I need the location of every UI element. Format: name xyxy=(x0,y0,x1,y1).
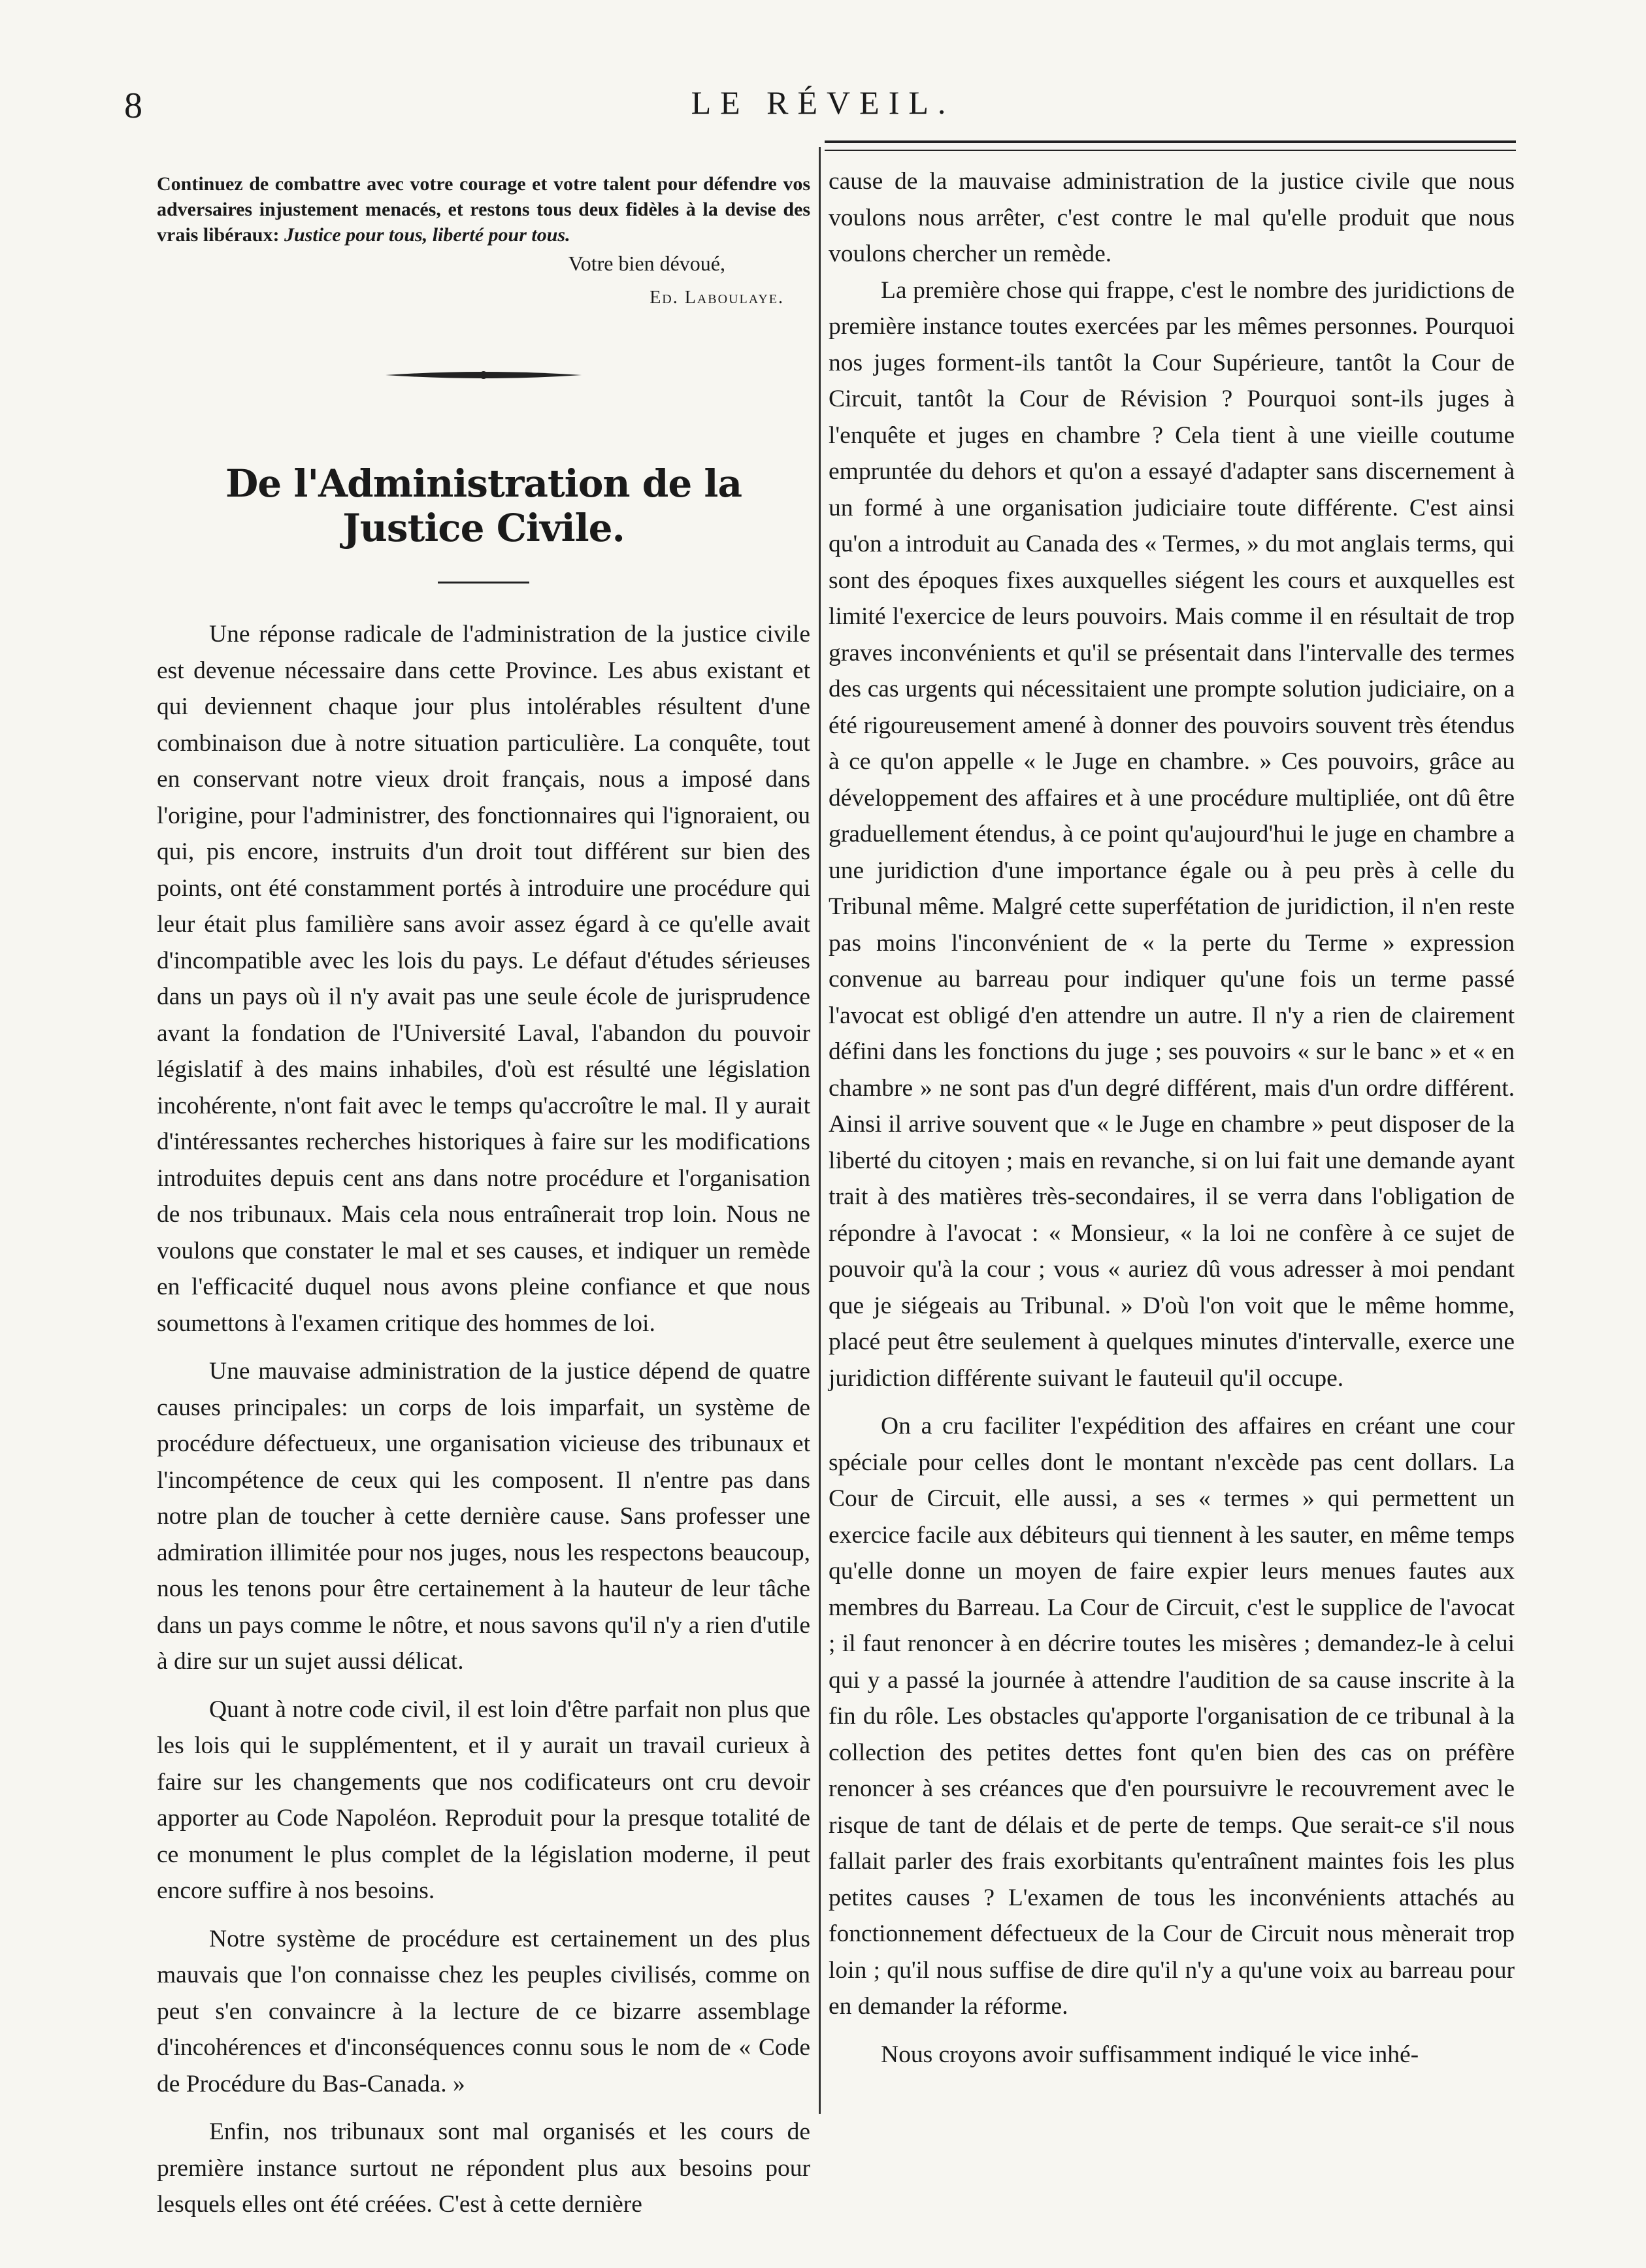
header-double-rule xyxy=(825,140,1516,151)
article-paragraph: Enfin, nos tribunaux sont mal organisés et les cours de première instance surtout ne répondent plus aux besoins pour lesquels elles ont été créées. C'est à cette dernière xyxy=(157,2118,810,2218)
article-headline: De l'Administration de la Justice Civile. xyxy=(225,461,742,550)
article-paragraph: Une réponse radicale de l'administration de la justice civile est devenue nécessaire dans cette Province. Les abus existant et qui deviennent chaque jour plus intolérables résultent d'une combinaison due à notre situation particulière. La conquête, tout en conservant notre vieux droit français, nous a imposé dans l'origine, pour l'administrer, des fonctionnaires qui l'ignoraient, ou qui, pis encore, instruits d'un droit tout différent sur bien des points, ont été constamment portés à introduire une procédure qui leur était plus familière sans avoir assez égard à ce qu'elle avait d'incompatible avec les lois du pays. Le défaut d'études sérieuses dans un pays où il n'y avait pas une seule école de jurisprudence avant la fondation de l'Université Laval, l'abandon du pouvoir législatif à des mains inhabiles, d'où est résulté une législation incohérente, n'ont fait avec le temps qu'accroître le mal. Il y aurait d'intéressantes recherches historiques à faire sur les modifications introduites depuis cent ans dans notre procédure et l'organisation de nos tribunaux. Mais cela nous entraînerait trop loin. Nous ne voulons que constater le mal et ses causes, et indiquer un remède en l'efficacité duquel nous avons pleine confiance et que nous soumettons à l'examen critique des hommes de loi. xyxy=(157,621,810,1337)
article-paragraph: On a cru faciliter l'expédition des affaires en créant une cour spéciale pour celles dont le montant n'excède pas cent dollars. La Cour de Circuit, elle aussi, a ses « termes » qui permettent un exercice facile aux débiteurs qui tiennent à les sauter, en même temps qu'elle donne un moyen de faire expier leurs menues fautes aux membres du Barreau. La Cour de Circuit, c'est le supplice de l'avocat ; il faut renoncer à en décrire toutes les misères ; demandez-le à celui qui y a passé la journée à attendre l'audition de sa cause inscrite à la fin du rôle. Les obstacles qu'apporte l'organisation de ce tribunal à la collection des petites dettes font qu'en bien des cas on préfère renoncer à ses créances que d'en poursuivre le recouvrement avec le risque de tant de délais et de perte de temps. Que serait-ce s'il nous fallait parler des frais exorbitants qu'entraînent maintes fois les plus petites causes ? L'examen de tous les inconvénients attachés au fonctionnement défectueux de la Cour de Circuit nous mènerait trop loin ; qu'il nous suffise de dire qu'il n'y a qu'une voix au barreau pour en demander la réforme. xyxy=(829,1413,1515,2020)
letter-salutation: Votre bien dévoué, xyxy=(568,252,725,275)
column-divider xyxy=(819,147,821,2114)
article-paragraph: Quant à notre code civil, il est loin d'être parfait non plus que les lois qui le supplémentent, et il y aurait un travail curieux à faire sur les changements que nos codificateurs ont cru devoir apporter au Code Napoléon. Reproduit pour la presque totalité de ce monument le plus complet de la législation moderne, il peut encore suffire à nos besoins. xyxy=(157,1696,810,1904)
right-column xyxy=(829,163,1515,2073)
letter-motto: Justice pour tous, liberté pour tous. xyxy=(284,224,570,246)
headline-rule xyxy=(438,582,529,583)
left-column xyxy=(157,171,810,2223)
letter-signature: Ed. Laboulaye. xyxy=(650,288,784,308)
article-paragraph: Une mauvaise administration de la justice dépend de quatre causes principales: un corps de lois imparfait, un système de procédure défectueux, une organisation vicieuse des tribunaux et l'incompétence de ceux qui les composent. Il n'entre pas dans notre plan de toucher à cette dernière cause. Sans professer une admiration illimitée pour nos juges, nous les respectons beaucoup, nous les tenons pour être certainement à la hauteur de leur tâche dans un pays comme le nôtre, et nous savons qu'il n'y a rien d'utile à dire sur un sujet aussi délicat. xyxy=(157,1358,810,1675)
ornament-divider xyxy=(386,367,582,383)
letter-closing-text: Continuez de combattre avec votre courage et votre talent pour défendre vos adversaires injustement menacés, et restons tous deux fidèles à la devise des vrais libéraux: xyxy=(157,173,810,246)
article-paragraph: La première chose qui frappe, c'est le nombre des juridictions de première instance toutes exercées par les mêmes personnes. Pourquoi nos juges forment-ils tantôt la Cour Supérieure, tantôt la Cour de Circuit, tantôt la Cour de Révision ? Pourquoi sont-ils juges à l'enquête et juges en chambre ? Cela tient à une vieille coutume empruntée du dehors et qu'on a essayé d'adapter sans discernement à un formé à une organisation judiciaire toute différente. C'est ainsi qu'on a introduit au Canada des « Termes, » du mot anglais terms, qui sont des époques fixes auxquelles siégent les cours et auxquelles est limité l'exercice de leurs pouvoirs. Mais comme il en résultait de trop graves inconvénients et qu'il se présentait dans l'intervalle des termes des cas urgents qui nécessitaient une prompte solution judiciaire, on a été rigoureusement amené à donner des pouvoirs souvent très étendus à ce qu'on appelle « le Juge en chambre. » Ces pouvoirs, grâce au développement des affaires et à une procédure multipliée, ont dû être graduellement étendus, à ce point qu'aujourd'hui le juge en chambre a une juridiction d'une importance égale ou à peu près à celle du Tribunal même. Malgré cette superfétation de juridiction, il n'en reste pas moins l'inconvénient de « la perte du Terme » expression convenue au barreau pour indiquer qu'une fois un terme passé l'avocat est obligé d'en attendre un autre. Il n'y a rien de clairement défini dans les fonctions du juge ; ses pouvoirs « sur le banc » et « en chambre » ne sont pas d'un degré différent, mais d'un ordre différent. Ainsi il arrive souvent que « le Juge en chambre » peut disposer de la liberté du citoyen ; mais en revanche, si on lui fait une demande ayant trait à des matières très-secondaires, il se verra dans l'obligation de répondre à l'avocat : « Monsieur, « la loi ne confère à ce sujet de pouvoir qu'à la cour ; vous « auriez dû vous adresser à moi pendant que je siégeais au Tribunal. » D'où l'on voit que le même homme, placé peut être seulement à quelques minutes d'intervalle, exerce une juridiction différente suivant le fauteuil qu'il occupe. xyxy=(829,276,1515,1392)
journal-title: LE RÉVEIL. xyxy=(691,84,955,121)
article-paragraph: Notre système de procédure est certainement un des plus mauvais que l'on connaisse chez les peuples civilisés, comme on peut s'en convaincre à la lecture de ce bizarre assemblage d'incohérences et d'inconséquences connu sous le nom de « Code de Procédure du Bas-Canada. » xyxy=(157,1925,810,2097)
letter-closing-paragraph xyxy=(157,171,810,248)
article-paragraph: Nous croyons avoir suffisamment indiqué le vice inhé- xyxy=(881,2041,1419,2068)
page-number: 8 xyxy=(124,86,142,126)
article-paragraph-continued: cause de la mauvaise administration de la justice civile que nous voulons nous arrêter, c'est contre le mal qu'elle produit que nous voulons chercher un remède. xyxy=(829,168,1515,267)
